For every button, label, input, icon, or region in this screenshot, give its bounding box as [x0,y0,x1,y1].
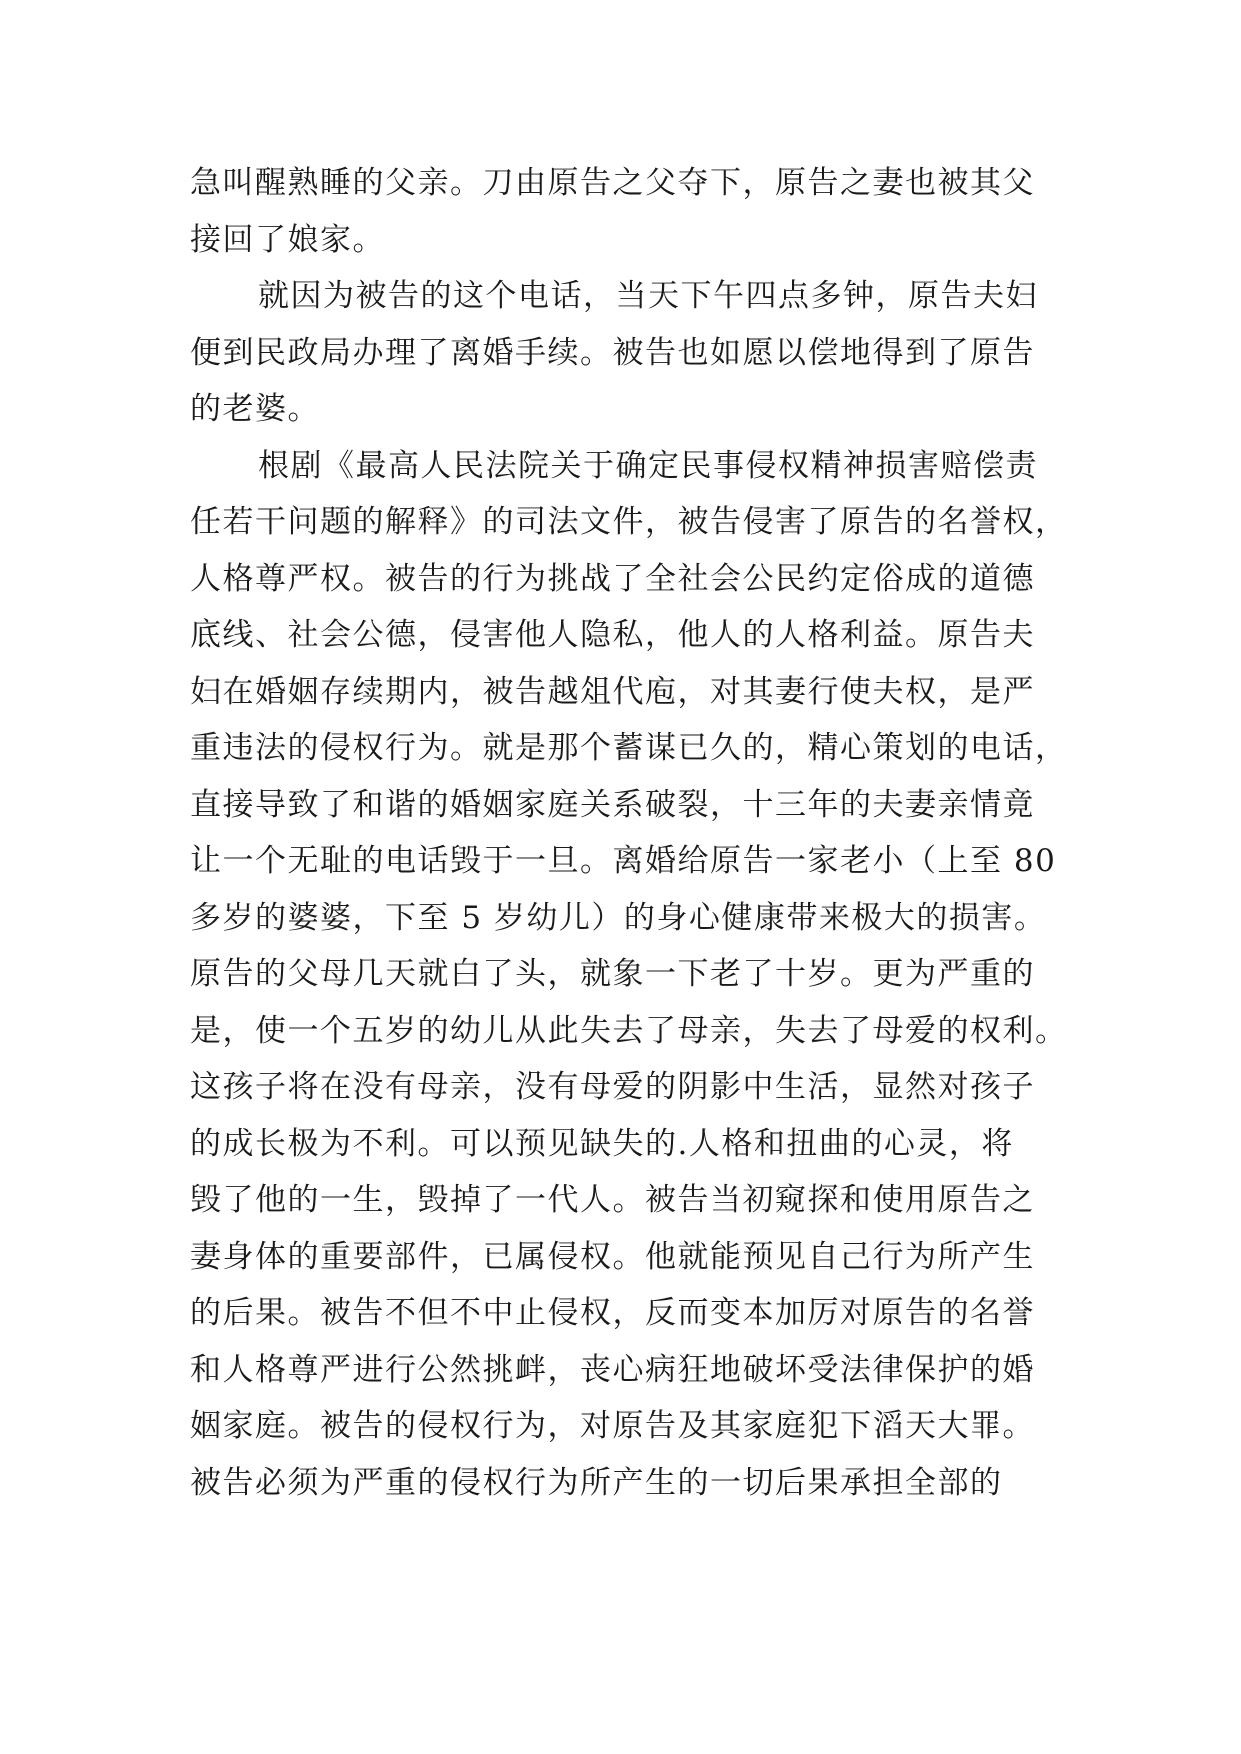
text-line: 人格尊严权。被告的行为挑战了全社会公民约定俗成的道德 [190,560,1035,597]
text-line: 直接导致了和谐的婚姻家庭关系破裂，十三年的夫妻亲情竟 [190,786,1035,823]
text-line: 就因为被告的这个电话，当天下午四点多钟，原告夫妇 [258,278,1038,314]
text-line: 让一个无耻的电话毁于一旦。离婚给原告一家老小（上至 80 [190,843,1057,879]
text-line: 便到民政局办理了离婚手续。被告也如愿以偿地得到了原告 [190,334,1035,371]
text-line: 的成长极为不利。可以预见缺失的.人格和扭曲的心灵，将 [190,1125,1014,1162]
text-line: 底线、社会公德，侵害他人隐私，他人的人格利益。原告夫 [190,617,1035,653]
text-line: 毁了他的一生，毁掉了一代人。被告当初窥探和使用原告之 [190,1182,1035,1218]
text-line: 这孩子将在没有母亲，没有母爱的阴影中生活，显然对孩子 [190,1069,1035,1105]
text-line: 多岁的婆婆，下至 5 岁幼儿）的身心健康带来极大的损害。 [190,899,1047,936]
text-line: 急叫醒熟睡的父亲。刀由原告之父夺下，原告之妻也被其父 [190,165,1035,201]
text-line: 被告必须为严重的侵权行为所产生的一切后果承担全部的 [190,1464,1003,1501]
document-body [190,155,1070,1511]
text-line: 的后果。被告不但不中止侵权，反而变本加厉对原告的名誉 [190,1295,1035,1331]
text-line: 接回了娘家。 [190,221,385,258]
text-line: 任若干问题的解释》的司法文件，被告侵害了原告的名誉权， [190,504,1068,540]
text-line: 原告的父母几天就白了头，就象一下老了十岁。更为严重的 [190,956,1035,992]
text-line: 姻家庭。被告的侵权行为，对原告及其家庭犯下滔天大罪。 [190,1408,1035,1444]
text-line: 妻身体的重要部件，已属侵权。他就能预见自己行为所产生 [190,1238,1035,1275]
text-line: 根剧《最高人民法院关于确定民事侵权精神损害赔偿责 [258,447,1038,484]
text-line: 妇在婚姻存续期内，被告越俎代庖，对其妻行使夫权，是严 [190,673,1035,710]
text-line: 重违法的侵权行为。就是那个蓄谋已久的，精心策划的电话， [190,730,1068,766]
text-line: 和人格尊严进行公然挑衅，丧心病狂地破坏受法律保护的婚 [190,1351,1035,1388]
text-line: 是，使一个五岁的幼儿从此失去了母亲，失去了母爱的权利。 [190,1012,1068,1049]
text-line: 的老婆。 [190,391,320,427]
